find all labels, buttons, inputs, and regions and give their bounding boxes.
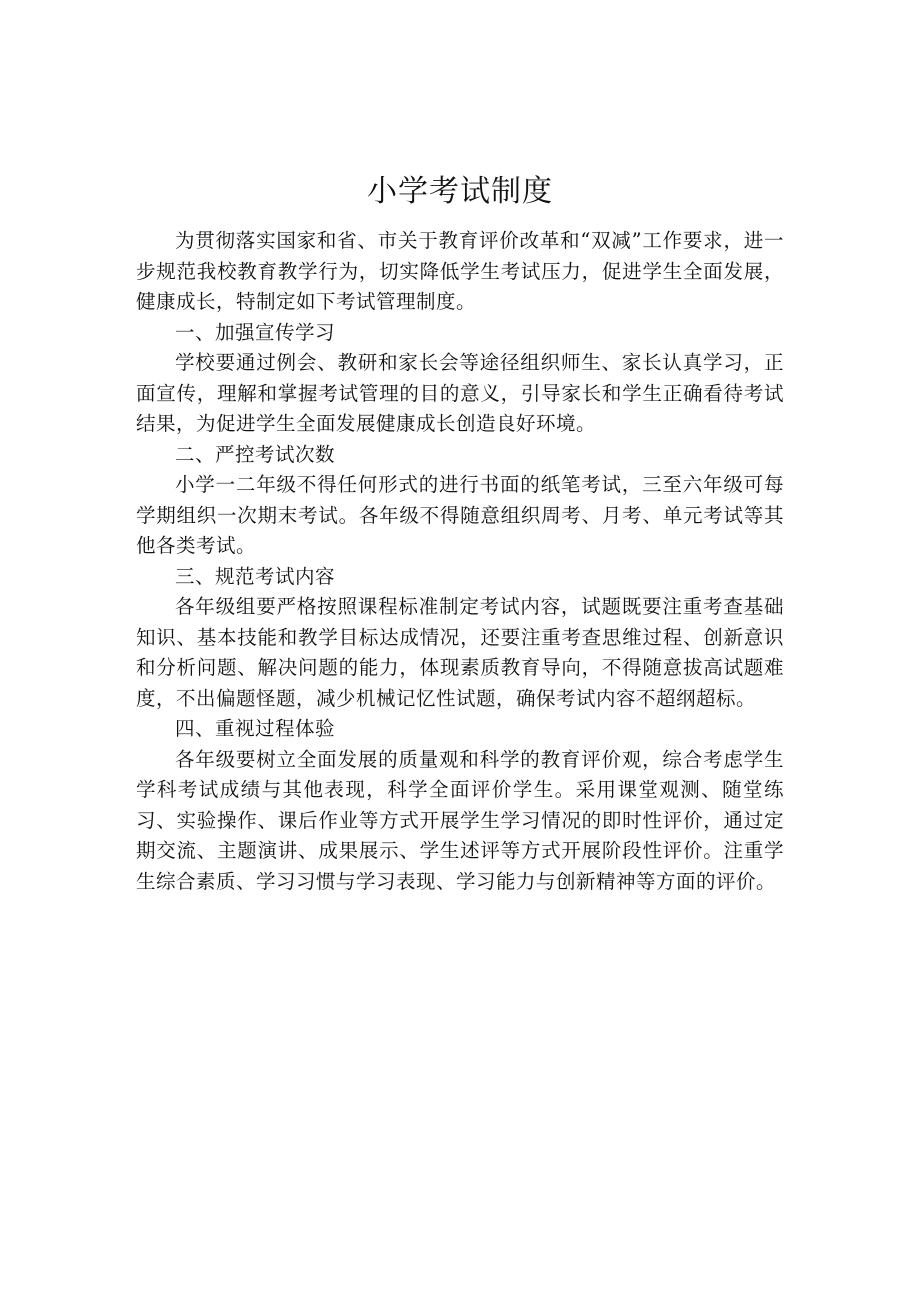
section-heading-2: 二、严控考试次数 [175, 442, 336, 466]
section-heading-1: 一、加强宣传学习 [175, 320, 336, 344]
section-paragraph-4: 各年级要树立全面发展的质量观和科学的教育评价观，综合考虑学生学科考试成绩与其他表现，科学全面评价学生。采用课堂观测、随堂练习、实验操作、课后作业等方式开展学生学习情况的即时性评价，通过定期交流、主题演讲、成果展示、学生述评等方式开展阶段性评价。注重学生综合素质、学习习惯与学习表现、学习能力与创新精神等方面的评价。 [136, 747, 784, 893]
section-heading-3: 三、规范考试内容 [175, 564, 336, 588]
intro-paragraph: 为贯彻落实国家和省、市关于教育评价改革和“双减”工作要求，进一步规范我校教育教学行为，切实降低学生考试压力，促进学生全面发展，健康成长，特制定如下考试管理制度。 [136, 229, 784, 313]
section-paragraph-1: 学校要通过例会、教研和家长会等途径组织师生、家长认真学习，正面宣传，理解和掌握考试管理的目的意义，引导家长和学生正确看待考试结果，为促进学生全面发展健康成长创造良好环境。 [136, 351, 784, 435]
document-title: 小学考试制度 [367, 174, 553, 209]
document-body [136, 226, 784, 897]
section-paragraph-3: 各年级组要严格按照课程标准制定考试内容，试题既要注重考查基础知识、基本技能和教学目标达成情况，还要注重考查思维过程、创新意识和分析问题、解决问题的能力，体现素质教育导向，不得随意拔高试题难度，不出偏题怪题，减少机械记忆性试题，确保考试内容不超纲超标。 [136, 595, 784, 710]
section-heading-4: 四、重视过程体验 [175, 717, 336, 740]
document-page [136, 166, 784, 897]
section-paragraph-2: 小学一二年级不得任何形式的进行书面的纸笔考试，三至六年级可每学期组织一次期末考试。各年级不得随意组织周考、月考、单元考试等其他各类考试。 [136, 473, 784, 557]
